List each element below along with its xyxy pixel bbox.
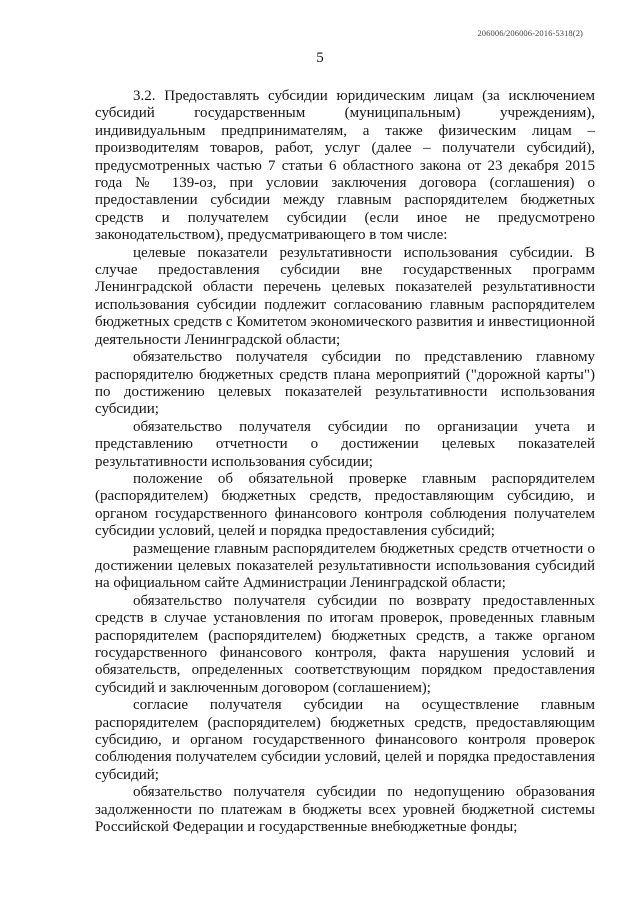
document-code: 206006/206006-2016-5318(2) — [477, 28, 583, 38]
paragraph-no-debt-obligation: обязательство получателя субсидии по недопущению образования задолженности по платежам в бюджеты всех уровней бюджетной системы Российской Федерации и государственные внебюджетные фонды; — [95, 784, 595, 836]
paragraph-mandatory-audit: положение об обязательной проверке главным распорядителем (распорядителем) бюджетных средств, предоставляющим субсидию, и органом государственного финансового контроля соблюдения получателем субсидии условий, целей и порядка предоставления субсидий; — [95, 470, 595, 540]
paragraph-refund-obligation: обязательство получателя субсидии по возврату предоставленных средств в случае установления по итогам проверок, проведенных главным распорядителем (распорядителем) бюджетных средств, а также органом государственного финансового контроля, факта нарушения условий и обязательств, определенных соответствующим порядком предоставления субсидий и заключенным договором (соглашением); — [95, 592, 595, 696]
paragraph-reporting-obligation: обязательство получателя субсидии по организации учета и представлению отчетности о достижении целевых показателей результативности использования субсидии; — [95, 418, 595, 470]
paragraph-report-publication: размещение главным распорядителем бюджетных средств отчетности о достижении целевых показателей результативности использования субсидий на официальном сайте Администрации Ленинградской области; — [95, 540, 595, 592]
paragraph-audit-consent: согласие получателя субсидии на осуществление главным распорядителем (распорядителем) бюджетных средств, предоставляющим субсидию, и органом государственного финансового контроля проверок соблюдения получателем субсидии условий, целей и порядка предоставления субсидий; — [95, 697, 595, 783]
document-body — [95, 88, 595, 836]
paragraph-roadmap-obligation: обязательство получателя субсидии по представлению главному распорядителю бюджетных средств плана мероприятий ("дорожной карты") по достижению целевых показателей результативности использования субсидии; — [95, 349, 595, 418]
paragraph-3-2: 3.2. Предоставлять субсидии юридическим лицам (за исключением субсидий государственным (муниципальным) учреждениям), индивидуальным предпринимателям, а также физическим лицам – производителям товаров, работ, услуг (далее – получатели субсидий), предусмотренных частью 7 статьи 6 областного закона от 23 декабря 2015 года № 139-оз, при условии заключения договора (соглашения) о предоставлении субсидии между главным распорядителем бюджетных средств и получателем субсидии (если иное не предусмотрено законодательством), предусматривающего в том числе: — [95, 88, 595, 244]
paragraph-target-indicators: целевые показатели результативности использования субсидии. В случае предоставления субсидии вне государственных программ Ленинградской области перечень целевых показателей результативности использования субсидии подлежит согласованию главным распорядителем бюджетных средств с Комитетом экономического развития и инвестиционной деятельности Ленинградской области; — [95, 244, 595, 348]
page-number: 5 — [316, 50, 324, 66]
